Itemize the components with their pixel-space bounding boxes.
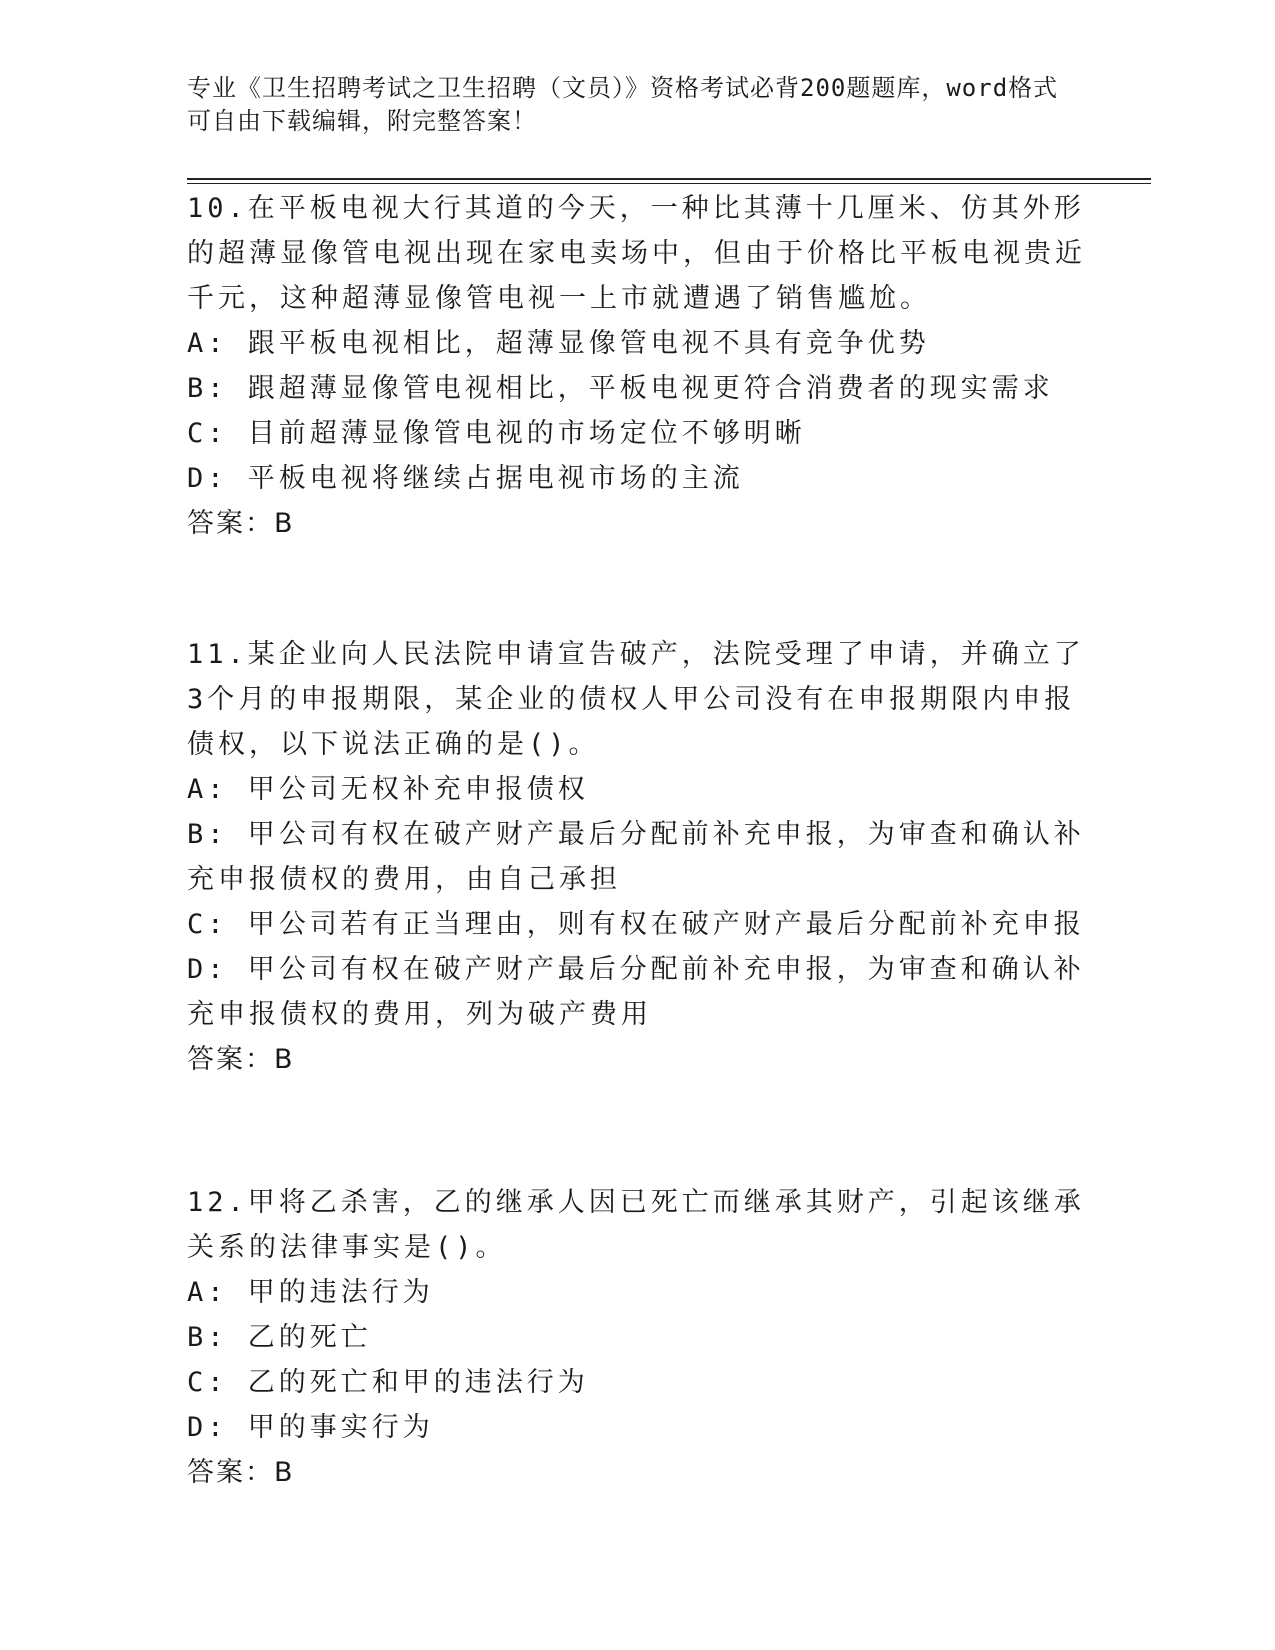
header-divider-thin [187,183,1151,184]
question-spacer [187,1082,1087,1180]
option-a: A: 跟平板电视相比，超薄显像管电视不具有竞争优势 [187,328,930,359]
option-b: B: 跟超薄显像管电视相比，平板电视更符合消费者的现实需求 [187,373,1054,404]
option-d: D: 甲的事实行为 [187,1412,434,1443]
option-c: C: 乙的死亡和甲的违法行为 [187,1367,589,1398]
document-header: 专业《卫生招聘考试之卫生招聘（文员）》资格考试必背200题题库，word格式可自由下载编辑，附完整答案！ [187,74,1059,135]
option-a: A: 甲公司无权补充申报债权 [187,774,589,805]
option-b: B: 乙的死亡 [187,1322,372,1353]
option-a: A: 甲的违法行为 [187,1277,434,1308]
question-10 [187,186,1087,546]
option-b: B: 甲公司有权在破产财产最后分配前补充申报，为审查和确认补充申报债权的费用，由自己承担 [187,819,1085,895]
question-11 [187,632,1087,1082]
question-spacer [187,546,1087,632]
header-divider-thick [187,178,1151,180]
option-d: D: 甲公司有权在破产财产最后分配前补充申报，为审查和确认补充申报债权的费用，列为破产费用 [187,954,1085,1030]
question-12 [187,1180,1087,1495]
answer: 答案：B [187,508,295,539]
option-c: C: 目前超薄显像管电视的市场定位不够明晰 [187,418,806,449]
question-stem: 11.某企业向人民法院申请宣告破产，法院受理了申请，并确立了3个月的申报期限，某企业的债权人甲公司没有在申报期限内申报债权，以下说法正确的是()。 [187,639,1085,760]
question-stem: 10.在平板电视大行其道的今天，一种比其薄十几厘米、仿其外形的超薄显像管电视出现在家电卖场中，但由于价格比平板电视贵近千元，这种超薄显像管电视一上市就遭遇了销售尴尬。 [187,193,1086,314]
answer: 答案：B [187,1457,295,1488]
answer: 答案：B [187,1044,295,1075]
option-c: C: 甲公司若有正当理由，则有权在破产财产最后分配前补充申报 [187,909,1085,940]
option-d: D: 平板电视将继续占据电视市场的主流 [187,463,744,494]
question-stem: 12.甲将乙杀害，乙的继承人因已死亡而继承其财产，引起该继承关系的法律事实是()。 [187,1187,1085,1263]
question-list [187,186,1087,1495]
